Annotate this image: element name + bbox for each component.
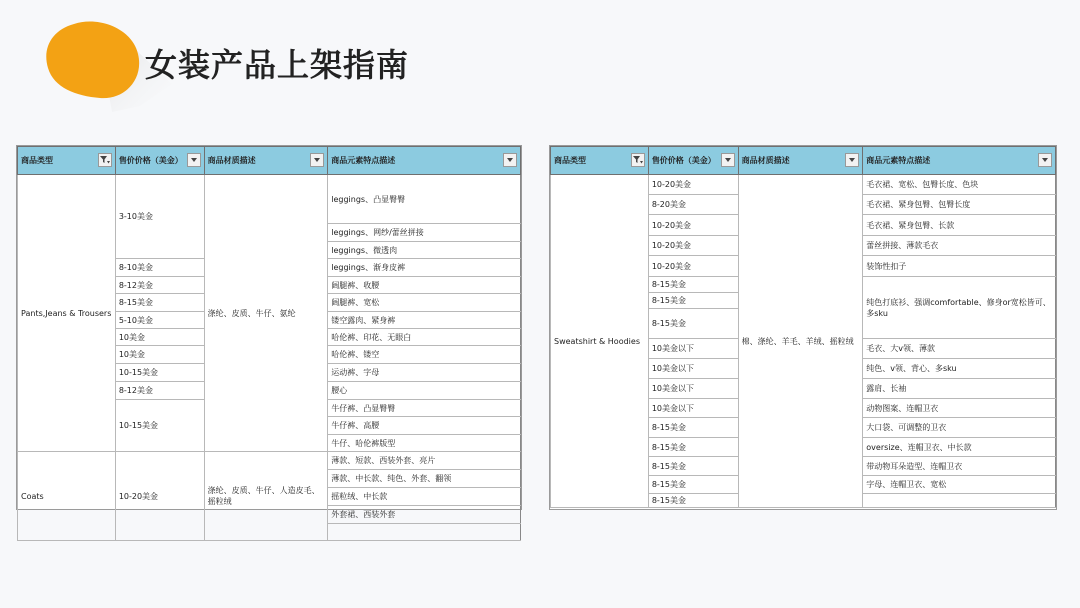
feature-cell: 毛衣裙、紧身包臀、包臀长度 [863,195,1056,215]
feature-cell: 毛衣裙、宽松、包臀长度、色块 [863,175,1056,195]
feature-cell: 纯色打底衫、强调comfortable、修身or宽松皆可、多sku [863,277,1056,339]
price-cell: 10美金以下 [648,399,738,418]
feature-cell: 动物图案、连帽卫衣 [863,399,1056,418]
price-cell: 8-15美金 [115,294,204,312]
filter-active-icon [633,155,643,165]
table-row [551,175,1056,195]
feature-cell: 毛衣裙、紧身包臀、长款 [863,215,1056,236]
price-cell: 3-10美金 [115,175,204,259]
filter-dropdown-button[interactable] [1038,153,1052,167]
price-cell: 8-15美金 [648,438,738,457]
column-header-label: 售价价格（美金） [118,156,183,165]
category-cell: Coats [18,452,116,541]
column-header [115,147,204,175]
price-cell: 8-15美金 [648,457,738,476]
material-cell: 棉、涤纶、羊毛、羊绒、摇粒绒 [738,175,863,508]
feature-cell: 装饰性扣子 [863,256,1056,277]
right-spreadsheet-table [550,146,1056,508]
column-header-label: 商品元素特点描述 [866,156,931,165]
feature-cell: oversize、连帽卫衣、中长款 [863,438,1056,457]
feature-cell: 字母、连帽卫衣、宽松 [863,476,1056,494]
slide-title: 女装产品上架指南 [145,46,410,84]
feature-cell: leggings、微透肉 [328,242,521,259]
column-header [551,147,649,175]
column-header [204,147,328,175]
filter-dropdown-button[interactable] [98,153,112,167]
dropdown-arrow-icon [312,155,322,165]
price-cell: 8-10美金 [115,259,204,277]
feature-cell [328,524,521,541]
column-header [738,147,863,175]
price-cell: 10-15美金 [115,364,204,382]
feature-cell: 运动裤、字母 [328,364,521,382]
left-table-frame [16,145,522,519]
title-area [0,0,1080,120]
dropdown-arrow-icon [1040,155,1050,165]
feature-cell: 阔腿裤、宽松 [328,294,521,312]
right-table-frame [549,145,1057,510]
left-header-row [18,147,521,175]
filter-dropdown-button[interactable] [187,153,201,167]
feature-cell: 哈伦裤、印花、无眼白 [328,329,521,346]
feature-cell: 牛仔裤、凸显臀臀 [328,400,521,417]
column-header-label: 商品类型 [21,156,53,165]
price-cell: 10美金 [115,329,204,346]
feature-cell: 阔腿裤、收腰 [328,277,521,294]
dropdown-arrow-icon [847,155,857,165]
feature-cell: 牛仔、哈伦裤版型 [328,435,521,452]
price-cell: 10-15美金 [115,400,204,452]
left-spreadsheet-table [17,146,521,541]
feature-cell: 腰心 [328,382,521,400]
material-cell: 涤纶、皮质、牛仔、氨纶 [204,175,328,452]
price-cell: 8-15美金 [648,293,738,309]
column-header-label: 商品类型 [554,156,586,165]
column-header [18,147,116,175]
dropdown-arrow-icon [189,155,199,165]
feature-cell: 镂空露肉、紧身裤 [328,312,521,329]
right-header-row [551,147,1056,175]
feature-cell: 摇粒绒、中长款 [328,488,521,506]
filter-dropdown-button[interactable] [845,153,859,167]
feature-cell: 薄款、短款、西装外套、亮片 [328,452,521,470]
price-cell: 8-15美金 [648,494,738,508]
feature-cell: 哈伦裤、镂空 [328,346,521,364]
price-cell: 10-20美金 [648,236,738,256]
feature-cell: 带动物耳朵造型、连帽卫衣 [863,457,1056,476]
feature-cell [863,494,1056,508]
price-cell: 8-12美金 [115,382,204,400]
price-cell: 8-15美金 [648,418,738,438]
filter-dropdown-button[interactable] [503,153,517,167]
dropdown-arrow-icon [505,155,515,165]
filter-dropdown-button[interactable] [721,153,735,167]
feature-cell: 蕾丝拼接、薄款毛衣 [863,236,1056,256]
price-cell: 5-10美金 [115,312,204,329]
price-cell: 10-20美金 [115,452,204,541]
price-cell: 10美金以下 [648,339,738,359]
category-cell: Sweatshirt & Hoodies [551,175,649,508]
price-cell: 10美金 [115,346,204,364]
table-row [18,175,521,224]
price-cell: 8-15美金 [648,277,738,293]
filter-dropdown-button[interactable] [310,153,324,167]
feature-cell: 露肩、长袖 [863,379,1056,399]
price-cell: 8-15美金 [648,476,738,494]
feature-cell: 大口袋、可调整的卫衣 [863,418,1056,438]
feature-cell: 薄款、中长款、纯色、外套、翻领 [328,470,521,488]
column-header-label: 商品材质描述 [207,156,256,165]
feature-cell: 外套裙、西装外套 [328,506,521,524]
price-cell: 10美金以下 [648,379,738,399]
price-cell: 10-20美金 [648,175,738,195]
feature-cell: 牛仔裤、高腰 [328,417,521,435]
dropdown-arrow-icon [723,155,733,165]
price-cell: 10-20美金 [648,215,738,236]
table-row [18,452,521,470]
price-cell: 10美金以下 [648,359,738,379]
filter-active-icon [100,155,110,165]
price-cell: 8-12美金 [115,277,204,294]
filter-dropdown-button[interactable] [631,153,645,167]
column-header [328,147,521,175]
feature-cell: 纯色、v领、背心、多sku [863,359,1056,379]
feature-cell: 毛衣、大v领、薄款 [863,339,1056,359]
column-header [863,147,1056,175]
price-cell: 10-20美金 [648,256,738,277]
column-header-label: 商品材质描述 [741,156,790,165]
price-cell: 8-15美金 [648,309,738,339]
feature-cell: leggings、网纱/蕾丝拼接 [328,224,521,242]
feature-cell: leggings、凸显臀臀 [328,175,521,224]
price-cell: 8-20美金 [648,195,738,215]
feature-cell: leggings、渐身皮裤 [328,259,521,277]
column-header [648,147,738,175]
column-header-label: 商品元素特点描述 [331,156,396,165]
material-cell: 涤纶、皮质、牛仔、人造皮毛、摇粒绒 [204,452,328,541]
category-cell: Pants,Jeans & Trousers [18,175,116,452]
column-header-label: 售价价格（美金） [651,156,716,165]
